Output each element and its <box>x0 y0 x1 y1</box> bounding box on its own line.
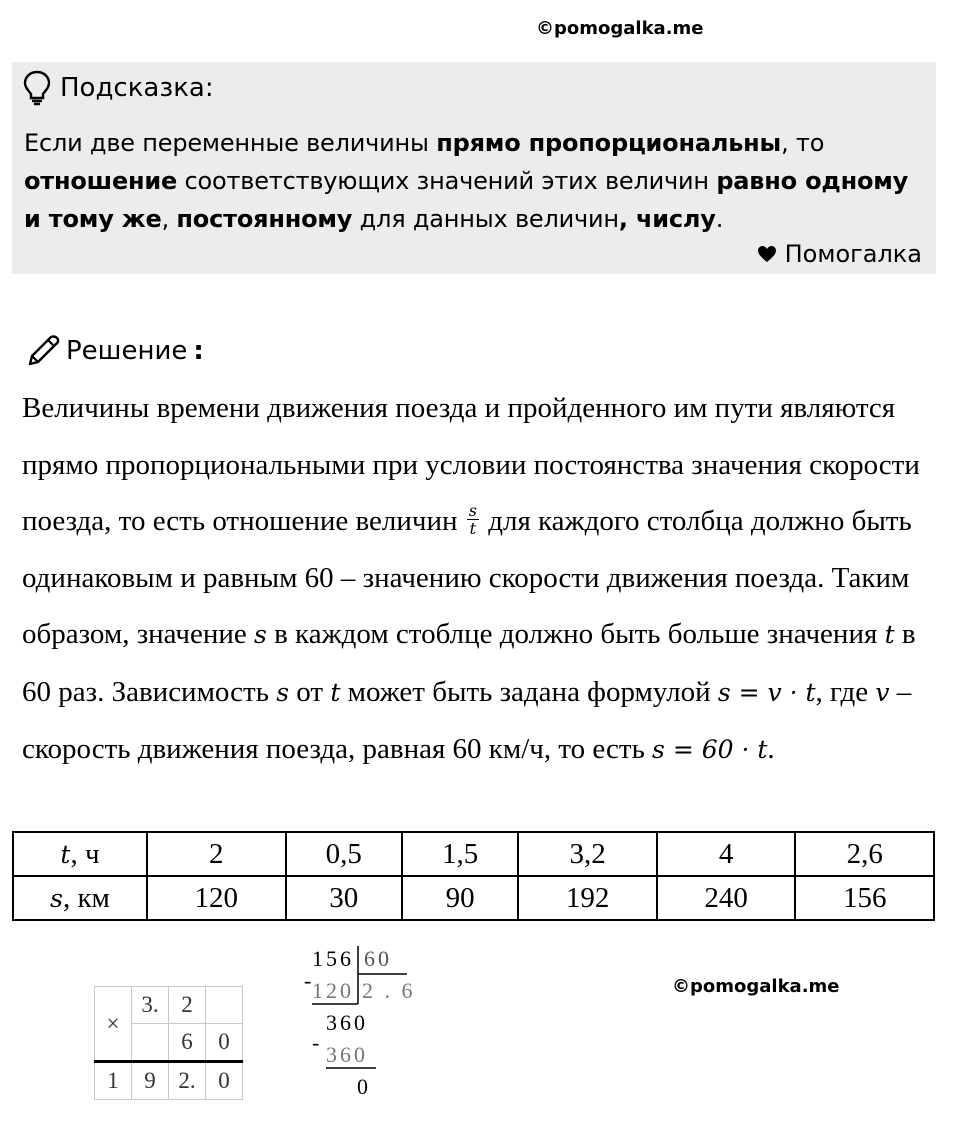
var-s-header: s <box>50 883 63 913</box>
mult-result-cell: 1 <box>95 1062 132 1100</box>
solution-p2: для каждого столбца должно быть одинаковым и равным 60 – значению скорости движения поезда. Таким образом, значение <box>22 505 912 650</box>
solution-heading <box>26 334 204 368</box>
mult-cell: 2 <box>169 987 206 1024</box>
mult-result-cell: 2. <box>169 1062 206 1100</box>
watermark-top: ©pomogalka.me <box>536 18 704 39</box>
hint-title: Подсказка: <box>60 73 214 103</box>
solution-p8: – скорость движения поезда, равная 60 км/ч, то есть <box>22 675 912 765</box>
hint-text <box>24 124 929 238</box>
var-s-2: s <box>276 677 290 707</box>
var-t-2: t <box>330 677 341 707</box>
fraction-numerator: s <box>468 500 477 520</box>
table-cell: 120 <box>147 876 286 920</box>
long-division <box>300 940 420 1100</box>
hint-text-bold: равно одному и тому же <box>24 167 909 233</box>
table-header-s <box>13 876 147 920</box>
solution-p6: может быть задана формулой <box>347 675 711 708</box>
table-cell: 4 <box>657 832 796 876</box>
table-cell: 2 <box>147 832 286 876</box>
minus-sign-2: - <box>312 1030 323 1055</box>
solution-p3: в каждом стоблце должно быть больше значения <box>274 618 878 650</box>
minus-sign: - <box>304 968 315 993</box>
solution-p1: Величины времени движения поезда и пройденного им пути являются прямо пропорциональными при условии постоянства значения скорости поезда, то есть отношение величин <box>22 392 920 537</box>
table-cell: 30 <box>286 876 402 920</box>
heart-icon <box>757 245 777 263</box>
hint-text-segment: соответствующих значений этих величин <box>177 167 717 195</box>
solution-title-colon: : <box>193 336 204 366</box>
multiplication-grid <box>94 986 243 1100</box>
divisor: 60 <box>364 946 392 971</box>
solution-text <box>22 380 942 779</box>
multiply-sign: × <box>95 987 132 1062</box>
remainder-1: 360 <box>326 1010 368 1035</box>
watermark-bottom: ©pomogalka.me <box>672 976 840 997</box>
var-v: v <box>875 677 890 707</box>
table-cell: 2,6 <box>795 832 934 876</box>
mult-cell <box>206 987 243 1024</box>
pencil-icon <box>26 334 60 368</box>
solution-title: Решение <box>66 336 188 366</box>
solution-p4: в 60 раз. Зависимость <box>22 618 916 708</box>
hint-text-bold: , числу <box>618 205 716 233</box>
unit-km: , км <box>62 881 110 914</box>
table-cell: 0,5 <box>286 832 402 876</box>
mult-cell: 0 <box>206 1024 243 1062</box>
hint-text-bold: отношение <box>24 167 178 195</box>
hint-text-segment: , то <box>781 129 825 157</box>
fraction-s-over-t <box>467 502 479 537</box>
unit-hours: , ч <box>70 837 100 870</box>
quotient: 2 . 6 <box>362 978 416 1003</box>
hint-text-segment: для данных величин <box>352 205 619 233</box>
mult-result-cell: 9 <box>132 1062 169 1100</box>
subtrahend-2: 360 <box>326 1042 368 1067</box>
hint-text-segment: Если две переменные величины <box>24 129 437 157</box>
hint-text-bold: постоянному <box>176 205 353 233</box>
mult-cell: 6 <box>169 1024 206 1062</box>
table-cell: 240 <box>657 876 796 920</box>
table-cell: 90 <box>402 876 518 920</box>
table-row-t <box>13 832 934 876</box>
hint-text-bold: прямо пропорциональны <box>436 129 782 157</box>
mult-cell <box>132 1024 169 1062</box>
table-cell: 156 <box>795 876 934 920</box>
var-t-header: t <box>60 839 71 869</box>
hint-signature <box>757 240 922 268</box>
subtrahend-1: 120 <box>312 978 354 1003</box>
solution-p5: от <box>296 675 324 708</box>
table-cell: 1,5 <box>402 832 518 876</box>
solution-p9: . <box>767 733 775 765</box>
table-cell: 3,2 <box>518 832 657 876</box>
remainder-final: 0 <box>357 1074 371 1099</box>
formula-1: s = v · t <box>717 677 816 707</box>
hint-text-segment: . <box>715 205 724 233</box>
table-header-t <box>13 832 147 876</box>
var-s: s <box>254 620 267 649</box>
table-row-s <box>13 876 934 920</box>
var-t: t <box>884 620 895 649</box>
hint-text-segment: , <box>161 205 177 233</box>
solution-p7: , где <box>815 675 869 708</box>
mult-cell: 3. <box>132 987 169 1024</box>
table-cell: 192 <box>518 876 657 920</box>
formula-2: s = 60 · t <box>652 735 768 764</box>
fraction-denominator: t <box>469 518 477 538</box>
lightbulb-icon <box>22 70 52 106</box>
signature-text: Помогалка <box>784 240 922 268</box>
values-table <box>12 831 935 921</box>
dividend: 156 <box>312 946 354 971</box>
mult-result-cell: 0 <box>206 1062 243 1100</box>
hint-heading <box>22 70 214 106</box>
